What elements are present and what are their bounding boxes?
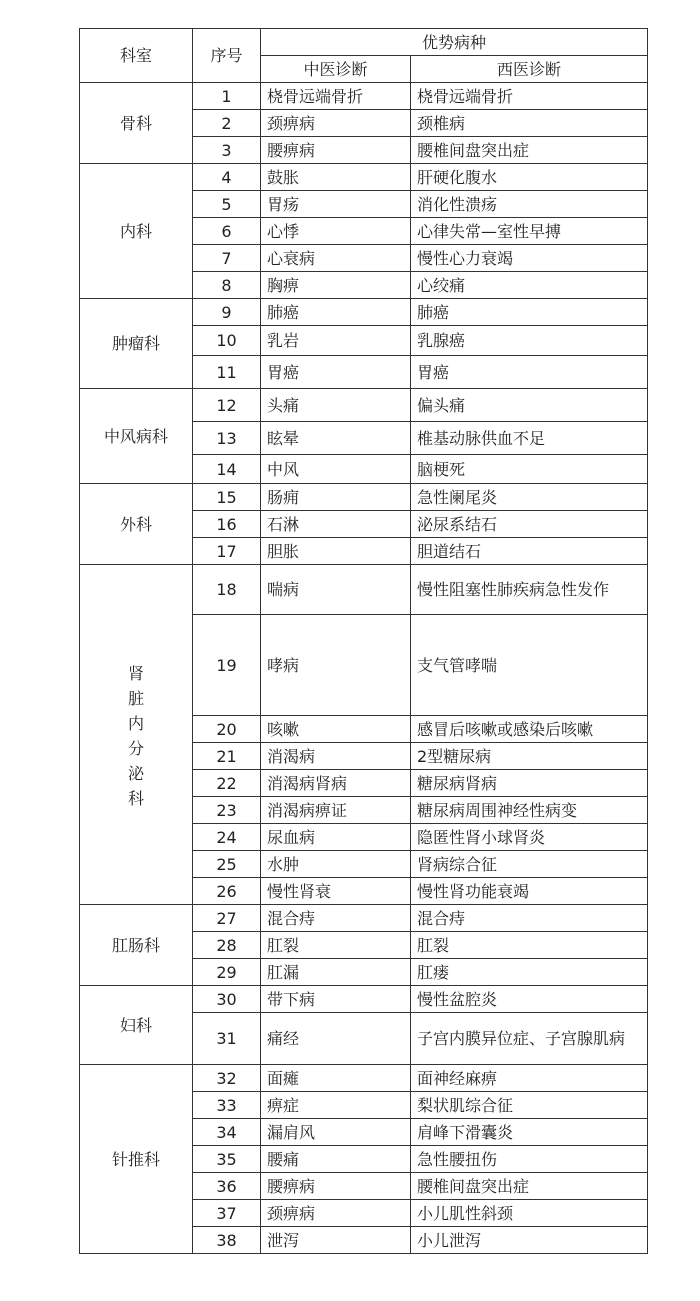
- tcm-diagnosis-cell: 水肿: [261, 851, 411, 878]
- tcm-header: 中医诊断: [261, 56, 411, 83]
- western-diagnosis-cell: 胃癌: [411, 356, 648, 389]
- row-number-cell: 7: [193, 245, 261, 272]
- tcm-diagnosis-cell: 腰痛: [261, 1146, 411, 1173]
- department-cell: 内科: [80, 164, 193, 299]
- row-number-cell: 14: [193, 455, 261, 484]
- row-number-cell: 5: [193, 191, 261, 218]
- row-number-cell: 35: [193, 1146, 261, 1173]
- table-row: [80, 83, 648, 110]
- row-number-cell: 23: [193, 797, 261, 824]
- tcm-diagnosis-cell: 混合痔: [261, 905, 411, 932]
- department-cell: 妇科: [80, 986, 193, 1065]
- table-row: [80, 389, 648, 422]
- western-diagnosis-cell: 小儿泄泻: [411, 1227, 648, 1254]
- row-number-cell: 27: [193, 905, 261, 932]
- tcm-diagnosis-cell: 漏肩风: [261, 1119, 411, 1146]
- row-number-cell: 21: [193, 743, 261, 770]
- row-number-cell: 17: [193, 538, 261, 565]
- western-diagnosis-cell: 支气管哮喘: [411, 615, 648, 716]
- row-number-cell: 2: [193, 110, 261, 137]
- tcm-diagnosis-cell: 中风: [261, 455, 411, 484]
- tcm-diagnosis-cell: 石淋: [261, 511, 411, 538]
- row-number-cell: 25: [193, 851, 261, 878]
- department-cell: 肿瘤科: [80, 299, 193, 389]
- western-diagnosis-cell: 肾病综合征: [411, 851, 648, 878]
- western-diagnosis-cell: 子宫内膜异位症、子宫腺肌病: [411, 1013, 648, 1065]
- row-number-cell: 8: [193, 272, 261, 299]
- advantage-disease-table: [79, 28, 648, 1254]
- western-diagnosis-cell: 急性腰扭伤: [411, 1146, 648, 1173]
- department-cell: 外科: [80, 484, 193, 565]
- western-diagnosis-cell: 急性阑尾炎: [411, 484, 648, 511]
- row-number-cell: 33: [193, 1092, 261, 1119]
- western-diagnosis-cell: 慢性肾功能衰竭: [411, 878, 648, 905]
- row-number-cell: 19: [193, 615, 261, 716]
- row-number-cell: 32: [193, 1065, 261, 1092]
- western-diagnosis-cell: 胆道结石: [411, 538, 648, 565]
- row-number-cell: 13: [193, 422, 261, 455]
- table-row: [80, 164, 648, 191]
- western-diagnosis-cell: 感冒后咳嗽或感染后咳嗽: [411, 716, 648, 743]
- western-diagnosis-cell: 脑梗死: [411, 455, 648, 484]
- tcm-diagnosis-cell: 咳嗽: [261, 716, 411, 743]
- row-number-cell: 24: [193, 824, 261, 851]
- row-number-cell: 22: [193, 770, 261, 797]
- tcm-diagnosis-cell: 肛裂: [261, 932, 411, 959]
- tcm-diagnosis-cell: 胆胀: [261, 538, 411, 565]
- western-diagnosis-cell: 慢性盆腔炎: [411, 986, 648, 1013]
- western-diagnosis-cell: 心律失常—室性早搏: [411, 218, 648, 245]
- tcm-diagnosis-cell: 桡骨远端骨折: [261, 83, 411, 110]
- tcm-diagnosis-cell: 尿血病: [261, 824, 411, 851]
- western-diagnosis-cell: 颈椎病: [411, 110, 648, 137]
- western-diagnosis-cell: 小儿肌性斜颈: [411, 1200, 648, 1227]
- tcm-diagnosis-cell: 痛经: [261, 1013, 411, 1065]
- western-diagnosis-cell: 腰椎间盘突出症: [411, 137, 648, 164]
- tcm-diagnosis-cell: 泄泻: [261, 1227, 411, 1254]
- western-diagnosis-cell: 混合痔: [411, 905, 648, 932]
- row-number-cell: 31: [193, 1013, 261, 1065]
- row-number-cell: 36: [193, 1173, 261, 1200]
- row-number-cell: 4: [193, 164, 261, 191]
- tcm-diagnosis-cell: 慢性肾衰: [261, 878, 411, 905]
- row-number-cell: 37: [193, 1200, 261, 1227]
- department-cell: 针推科: [80, 1065, 193, 1254]
- western-diagnosis-cell: 偏头痛: [411, 389, 648, 422]
- tcm-diagnosis-cell: 颈痹病: [261, 110, 411, 137]
- row-number-cell: 28: [193, 932, 261, 959]
- row-number-cell: 30: [193, 986, 261, 1013]
- western-diagnosis-cell: 肛瘘: [411, 959, 648, 986]
- tcm-diagnosis-cell: 肺癌: [261, 299, 411, 326]
- tcm-diagnosis-cell: 腰痹病: [261, 137, 411, 164]
- row-number-cell: 9: [193, 299, 261, 326]
- western-diagnosis-cell: 慢性心力衰竭: [411, 245, 648, 272]
- table-row: [80, 986, 648, 1013]
- tcm-diagnosis-cell: 胃疡: [261, 191, 411, 218]
- row-number-cell: 3: [193, 137, 261, 164]
- tcm-diagnosis-cell: 胃癌: [261, 356, 411, 389]
- tcm-diagnosis-cell: 喘病: [261, 565, 411, 615]
- western-diagnosis-cell: 消化性溃疡: [411, 191, 648, 218]
- western-diagnosis-cell: 乳腺癌: [411, 326, 648, 356]
- dept-header: 科室: [80, 29, 193, 83]
- table-row: [80, 484, 648, 511]
- tcm-diagnosis-cell: 颈痹病: [261, 1200, 411, 1227]
- western-diagnosis-cell: 桡骨远端骨折: [411, 83, 648, 110]
- western-diagnosis-cell: 肝硬化腹水: [411, 164, 648, 191]
- western-diagnosis-cell: 肩峰下滑囊炎: [411, 1119, 648, 1146]
- western-diagnosis-cell: 慢性阻塞性肺疾病急性发作: [411, 565, 648, 615]
- row-number-cell: 20: [193, 716, 261, 743]
- row-number-cell: 26: [193, 878, 261, 905]
- department-cell: 肾 脏 内 分 泌 科: [80, 565, 193, 905]
- table-row: [80, 565, 648, 615]
- tcm-diagnosis-cell: 消渴病肾病: [261, 770, 411, 797]
- tcm-diagnosis-cell: 消渴病: [261, 743, 411, 770]
- tcm-diagnosis-cell: 肠痈: [261, 484, 411, 511]
- tcm-diagnosis-cell: 胸痹: [261, 272, 411, 299]
- department-cell: 骨科: [80, 83, 193, 164]
- table-row: [80, 905, 648, 932]
- western-diagnosis-cell: 腰椎间盘突出症: [411, 1173, 648, 1200]
- row-number-cell: 11: [193, 356, 261, 389]
- western-diagnosis-cell: 肛裂: [411, 932, 648, 959]
- western-diagnosis-cell: 梨状肌综合征: [411, 1092, 648, 1119]
- row-number-cell: 18: [193, 565, 261, 615]
- department-cell: 中风病科: [80, 389, 193, 484]
- western-diagnosis-cell: 糖尿病肾病: [411, 770, 648, 797]
- tcm-diagnosis-cell: 面瘫: [261, 1065, 411, 1092]
- tcm-diagnosis-cell: 带下病: [261, 986, 411, 1013]
- header-row: [80, 29, 648, 56]
- western-diagnosis-cell: 椎基动脉供血不足: [411, 422, 648, 455]
- tcm-diagnosis-cell: 心衰病: [261, 245, 411, 272]
- western-diagnosis-cell: 肺癌: [411, 299, 648, 326]
- row-number-cell: 29: [193, 959, 261, 986]
- row-number-cell: 1: [193, 83, 261, 110]
- row-number-cell: 10: [193, 326, 261, 356]
- tcm-diagnosis-cell: 乳岩: [261, 326, 411, 356]
- western-diagnosis-cell: 面神经麻痹: [411, 1065, 648, 1092]
- table-row: [80, 299, 648, 326]
- row-number-cell: 6: [193, 218, 261, 245]
- advantage-header: 优势病种: [261, 29, 648, 56]
- tcm-diagnosis-cell: 痹症: [261, 1092, 411, 1119]
- tcm-diagnosis-cell: 哮病: [261, 615, 411, 716]
- tcm-diagnosis-cell: 腰痹病: [261, 1173, 411, 1200]
- tcm-diagnosis-cell: 头痛: [261, 389, 411, 422]
- row-number-cell: 12: [193, 389, 261, 422]
- western-diagnosis-cell: 心绞痛: [411, 272, 648, 299]
- tcm-diagnosis-cell: 肛漏: [261, 959, 411, 986]
- row-number-cell: 34: [193, 1119, 261, 1146]
- western-header: 西医诊断: [411, 56, 648, 83]
- table-body: [80, 29, 648, 1254]
- number-header: 序号: [193, 29, 261, 83]
- table-row: [80, 1065, 648, 1092]
- western-diagnosis-cell: 糖尿病周围神经性病变: [411, 797, 648, 824]
- row-number-cell: 38: [193, 1227, 261, 1254]
- tcm-diagnosis-cell: 心悸: [261, 218, 411, 245]
- western-diagnosis-cell: 泌尿系结石: [411, 511, 648, 538]
- tcm-diagnosis-cell: 消渴病痹证: [261, 797, 411, 824]
- tcm-diagnosis-cell: 鼓胀: [261, 164, 411, 191]
- western-diagnosis-cell: 隐匿性肾小球肾炎: [411, 824, 648, 851]
- row-number-cell: 15: [193, 484, 261, 511]
- tcm-diagnosis-cell: 眩晕: [261, 422, 411, 455]
- row-number-cell: 16: [193, 511, 261, 538]
- western-diagnosis-cell: 2型糖尿病: [411, 743, 648, 770]
- department-cell: 肛肠科: [80, 905, 193, 986]
